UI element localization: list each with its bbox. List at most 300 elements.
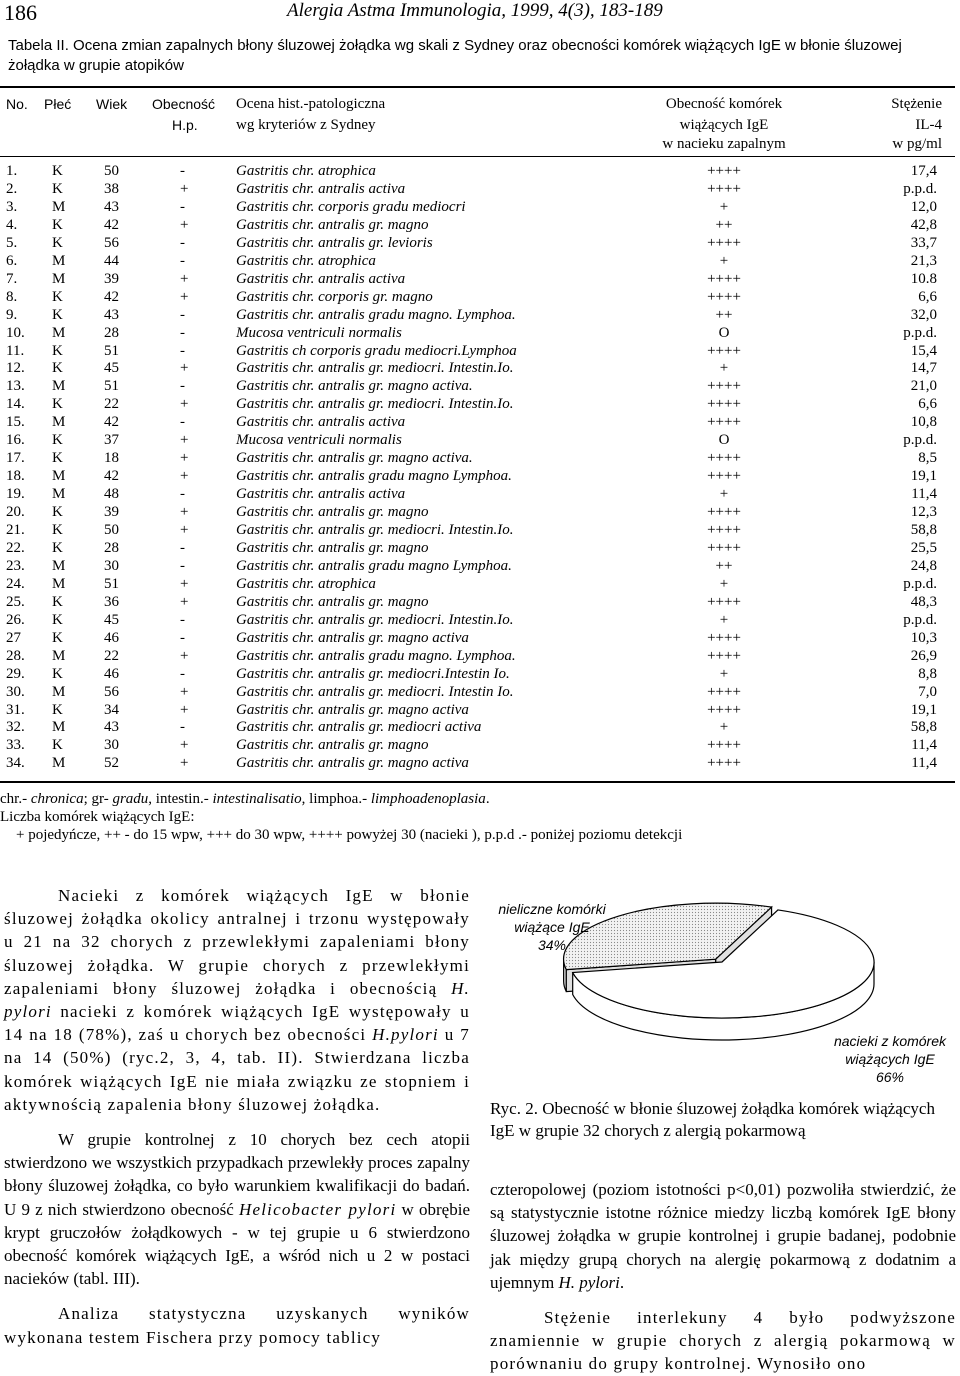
cell-diag: Gastritis chr. antralis gr. magno [236,593,429,610]
cell-diag: Gastritis chr. antralis activa [236,414,406,431]
cell-sex: K [52,432,63,449]
cell-no: 27 [6,629,21,646]
cell-il4: 11,4 [911,486,937,503]
cell-no: 22. [6,539,25,556]
cell-diag: Gastritis chr. antralis gr. mediocri. Intestin Io. [236,683,514,700]
header-diag-1: Ocena hist.-patologiczna [236,96,386,112]
cell-hp: - [180,306,185,323]
cell-ige: ++++ [707,180,741,197]
cell-ige: ++++ [707,683,741,700]
slice-label-large-2: wiążących IgE [845,1051,935,1067]
cell-sex: M [52,270,66,287]
table-row [0,324,955,342]
cell-diag: Gastritis chr. atrophica [236,252,376,269]
cell-age: 45 [104,611,119,628]
cell-no: 14. [6,396,25,413]
cell-no: 11. [6,342,25,359]
table-row [0,180,955,198]
right-column [490,1178,956,1376]
cell-diag: Gastritis chr. antralis gr. mediocri. Intestin.Io. [236,611,514,628]
table-row [0,557,955,575]
abbreviations-note: chr.- chronica; gr- gradu, intestin.- intestinalisatio, limphoa.- limphoadenoplasia. [0,791,490,807]
table-row [0,234,955,252]
slice-label-small-2: wiążące IgE [514,919,590,935]
cell-age: 22 [104,647,119,664]
header-sex: Płeć [44,96,72,112]
table-row [0,521,955,539]
cell-il4: 58,8 [910,719,937,736]
cell-age: 48 [104,486,119,503]
table-row [0,647,955,665]
cell-hp: + [180,432,189,449]
cell-diag: Mucosa ventriculi normalis [236,324,402,341]
cell-no: 33. [6,737,25,754]
cell-ige: ++++ [707,163,741,179]
cell-sex: M [52,683,66,700]
cell-sex: K [52,163,63,179]
pie-chart [490,896,956,1092]
cell-sex: K [52,180,63,197]
cell-ige: + [719,360,729,377]
cell-sex: K [52,342,63,359]
cell-diag: Gastritis chr. antralis activa [236,270,406,287]
cell-age: 44 [104,252,119,269]
cell-age: 42 [104,216,119,233]
cell-sex: K [52,234,63,251]
cell-ige: ++++ [707,701,741,718]
cell-hp: - [180,719,185,736]
cell-no: 13. [6,378,25,395]
cell-age: 51 [104,575,119,592]
cell-diag: Gastritis chr. antralis gr. magno [236,737,429,754]
cell-sex: M [52,414,66,431]
cell-age: 46 [104,629,119,646]
cell-il4: 19,1 [910,701,937,718]
header-no: No. [6,96,28,112]
cell-age: 22 [104,396,119,413]
cell-il4: p.p.d. [903,611,937,628]
table-row [0,342,955,360]
cell-sex: M [52,719,66,736]
cell-il4: 12,0 [910,198,937,215]
table-row [0,216,955,234]
figure-caption: Ryc. 2. Obecność w błonie śluzowej żołądka komórek wiążących IgE w grupie 32 chorych z alergią pokarmową [490,1099,935,1140]
cell-no: 32. [6,719,25,736]
cell-hp: - [180,611,185,628]
cell-ige: + [719,252,729,269]
cell-no: 24. [6,575,25,592]
cell-age: 50 [104,522,119,538]
table-row [0,198,955,216]
cell-diag: Gastritis chr. corporis gr. magno [236,288,433,305]
cell-hp: + [180,755,189,772]
table-row [0,629,955,647]
table-title: Tabela II. Ocena zmian zapalnych błony śluzowej żołądka wg skali z Sydney oraz obecności komórek wiążących IgE w błonie śluzowej żołądka w grupie atopików [8,37,902,74]
header-hp-1: Obecność [152,96,216,112]
cell-ige: + [719,575,729,592]
cell-sex: K [52,522,63,538]
cell-diag: Gastritis chr. antralis gr. magno activa [236,701,469,718]
cell-diag: Gastritis chr. antralis gr. magno activa [236,629,469,646]
cell-hp: - [180,557,185,574]
cell-age: 37 [104,432,119,449]
cell-sex: K [52,737,63,754]
cell-hp: + [180,450,189,467]
cell-sex: K [52,593,63,610]
cell-diag: Gastritis chr. antralis gr. magno [236,216,429,233]
table-row [0,718,955,736]
cell-no: 17. [6,450,25,467]
table-top-rule [0,86,955,88]
cell-il4: 8,5 [918,450,937,467]
cell-il4: 21,0 [910,378,937,395]
cell-sex: K [52,504,63,521]
cell-diag: Gastritis chr. atrophica [236,163,376,179]
cell-diag: Mucosa ventriculi normalis [236,432,402,449]
cell-hp: + [180,270,189,287]
table-row [0,467,955,485]
cell-ige: O [718,324,730,341]
cell-no: 19. [6,486,25,503]
paragraph-1: Nacieki z komórek wiążących IgE w błonie śluzowej żołądka okolicy antralnej i trzonu występowały u 21 na 32 chorych z przewlekłymi zapaleniami błony śluzowej żołądka. W grupie chorych z przewlekłymi zapaleniami błony śluzowej żołądka i obecnością H. pylori nacieki z komórek wiążących IgE występowały u 14 na 18 (78%), zaś u chorych bez obecności H.pylori u 7 na 14 (50%) (ryc.2, 3, 4, tab. II). Stwierdzana liczba komórek wiążących IgE nie miała związku ze stopniem i aktywnością zapalenia błony śluzowej żołądka. [4,886,470,1114]
table-row [0,503,955,521]
cell-diag: Gastritis chr. antralis gr. levioris [236,234,433,251]
cell-sex: K [52,629,63,646]
cell-diag: Gastritis chr. antralis gr. magno [236,539,429,556]
cell-diag: Gastritis chr. corporis gradu mediocri [236,198,466,215]
table-row [0,162,955,180]
page-number: 186 [4,0,37,25]
table-row [0,252,955,270]
table-row [0,306,955,324]
ige-count-legend-title: Liczba komórek wiążących IgE: [0,809,195,825]
cell-il4: p.p.d. [903,180,937,197]
ige-count-legend: + pojedyńcze, ++ - do 15 wpw, +++ do 30 wpw, ++++ powyżej 30 (nacieki ), p.p.d .- poniżej poziomu detekcji [16,827,683,843]
cell-hp: - [180,342,185,359]
cell-il4: 8,8 [918,665,937,682]
cell-no: 30. [6,683,25,700]
cell-no: 6. [6,252,18,269]
cell-ige: ++++ [707,414,741,431]
cell-hp: - [180,234,185,251]
cell-ige: ++++ [707,288,741,305]
cell-diag: Gastritis chr. antralis activa [236,180,406,197]
cell-diag: Gastritis chr. antralis gradu magno Lymphoa. [236,557,512,574]
table-row [0,736,955,754]
cell-no: 2. [6,180,18,197]
cell-hp: + [180,737,189,754]
table-row [0,270,955,288]
header-age: Wiek [96,96,128,112]
cell-age: 39 [104,504,119,521]
cell-no: 12. [6,360,25,377]
cell-il4: 10.8 [910,270,937,287]
cell-hp: + [180,701,189,718]
cell-hp: - [180,163,185,179]
cell-il4: 26,9 [910,647,937,664]
cell-hp: + [180,396,189,413]
table-row [0,431,955,449]
cell-il4: 11,4 [911,755,937,772]
cell-ige: + [719,611,729,628]
table-row [0,485,955,503]
cell-sex: K [52,450,63,467]
cell-age: 51 [104,378,119,395]
cell-hp: - [180,629,185,646]
cell-il4: 25,5 [910,539,937,556]
cell-ige: ++++ [707,522,741,538]
slice-label-small-1: nieliczne komórki [498,901,606,917]
cell-no: 34. [6,755,25,772]
cell-sex: K [52,665,63,682]
table-row [0,593,955,611]
cell-ige: ++++ [707,378,741,395]
cell-no: 9. [6,306,18,323]
cell-age: 45 [104,360,119,377]
table-row [0,359,955,377]
table-row [0,449,955,467]
cell-ige: ++++ [707,396,741,413]
cell-ige: ++++ [707,647,741,664]
table-notes [0,790,682,844]
cell-hp: + [180,360,189,377]
cell-hp: - [180,539,185,556]
cell-age: 43 [104,198,119,215]
cell-no: 31. [6,701,25,718]
cell-ige: ++ [715,216,733,233]
cell-no: 10. [6,324,25,341]
slice-label-large-pct: 66% [875,1069,905,1085]
cell-hp: + [180,575,189,592]
cell-sex: M [52,486,66,503]
cell-hp: - [180,414,185,431]
cell-no: 29. [6,665,25,682]
cell-il4: 7,0 [918,683,937,700]
paragraph-3: Analiza statystyczna uzyskanych wyników wykonana testem Fischera przy pomocy tablicy [4,1304,470,1347]
cell-hp: + [180,468,189,485]
cell-diag: Gastritis chr. antralis gr. magno activa [236,755,469,772]
cell-age: 28 [104,539,119,556]
cell-no: 5. [6,234,18,251]
cell-hp: + [180,647,189,664]
cell-il4: 15,4 [910,342,937,359]
cell-ige: ++++ [707,755,741,772]
cell-age: 50 [104,163,119,179]
cell-ige: ++++ [707,342,741,359]
cell-il4: 58,8 [910,522,937,538]
cell-ige: ++++ [707,504,741,521]
cell-sex: M [52,378,66,395]
cell-hp: + [180,288,189,305]
table-row [0,288,955,306]
cell-diag: Gastritis chr. antralis gr. mediocri activa [236,719,482,736]
cell-ige: ++++ [707,629,741,646]
cell-hp: - [180,665,185,682]
cell-ige: ++++ [707,468,741,485]
cell-diag: Gastritis chr. antralis gradu magno. Lymphoa. [236,306,516,323]
cell-sex: M [52,647,66,664]
table-row [0,575,955,593]
cell-diag: Gastritis ch corporis gradu mediocri.Lymphoa [236,342,517,359]
slice-label-small-pct: 34% [537,937,567,953]
cell-sex: K [52,216,63,233]
header-il-3: w pg/ml [892,136,942,152]
cell-hp: + [180,180,189,197]
cell-no: 21. [6,522,25,538]
cell-hp: + [180,593,189,610]
cell-il4: 21,3 [910,252,937,269]
table-row [0,611,955,629]
table-row [0,395,955,413]
cell-age: 30 [104,737,119,754]
cell-ige: O [718,432,730,449]
cell-no: 7. [6,270,18,287]
cell-diag: Gastritis chr. antralis gr. magno activa. [236,378,473,395]
cell-hp: + [180,504,189,521]
cell-age: 28 [104,324,119,341]
cell-age: 42 [104,468,119,485]
cell-age: 51 [104,342,119,359]
cell-ige: ++++ [707,539,741,556]
paragraph-5: Stężenie interlekuny 4 było podwyższone znamiennie w grupie chorych z alergią pokarmową w porównaniu do grupy kontrolnej. Wynosiło ono [490,1308,956,1374]
cell-il4: 24,8 [910,557,937,574]
table-bottom-rule [0,781,955,783]
table-row [0,683,955,701]
cell-il4: p.p.d. [903,575,937,592]
cell-hp: - [180,378,185,395]
cell-no: 4. [6,216,18,233]
cell-ige: + [719,719,729,736]
cell-hp: - [180,198,185,215]
cell-il4: 10,3 [910,629,937,646]
cell-diag: Gastritis chr. antralis gr. mediocri. Intestin.Io. [236,522,514,538]
cell-ige: ++++ [707,450,741,467]
table-row [0,665,955,683]
cell-diag: Gastritis chr. antralis activa [236,486,406,503]
cell-sex: M [52,755,66,772]
cell-sex: K [52,611,63,628]
header-ige-3: w nacieku zapalnym [662,136,786,152]
cell-ige: ++++ [707,593,741,610]
cell-hp: + [180,683,189,700]
cell-il4: 6,6 [918,288,937,305]
cell-ige: ++ [715,306,733,323]
cell-age: 56 [104,234,119,251]
cell-hp: - [180,324,185,341]
cell-sex: K [52,360,63,377]
cell-no: 16. [6,432,25,449]
cell-diag: Gastritis chr. antralis gr. magno [236,504,429,521]
cell-diag: Gastritis chr. antralis gradu magno Lymphoa. [236,468,512,485]
cell-sex: M [52,468,66,485]
cell-sex: K [52,396,63,413]
cell-ige: + [719,665,729,682]
cell-age: 43 [104,306,119,323]
table-row [0,754,955,772]
cell-sex: K [52,288,63,305]
cell-il4: 33,7 [910,234,937,251]
cell-ige: ++++ [707,270,741,287]
header-hp-2: H.p. [172,117,198,133]
cell-il4: 11,4 [911,737,937,754]
cell-ige: ++ [715,557,733,574]
table-row [0,377,955,395]
cell-il4: 19,1 [910,468,937,485]
cell-age: 42 [104,414,119,431]
cell-ige: + [719,198,729,215]
cell-ige: ++++ [707,234,741,251]
cell-il4: 17,4 [910,163,937,179]
cell-age: 36 [104,593,119,610]
journal-header: Alergia Astma Immunologia, 1999, 4(3), 183-189 [287,0,663,21]
paragraph-2: W grupie kontrolnej z 10 chorych bez cech atopii stwierdzono we wszystkich przypadkach przewlekły proces zapalny błony śluzowej żołądka, co było warunkiem kwalifikacji do badań. U 9 z nich stwierdzono obecność Helicobacter pylori w obrębie krypt gruczołów żołądkowych - w tej grupie u 6 stwierdzono obecność komórek wiążących IgE, a wśród nich u 2 w postaci nacieków (tabl. III). [4,1130,470,1289]
table-row [0,413,955,431]
cell-ige: ++++ [707,737,741,754]
table-header-rule [0,156,955,157]
cell-hp: - [180,486,185,503]
cell-diag: Gastritis chr. antralis gr. mediocri.Intestin Io. [236,665,510,682]
cell-il4: 6,6 [918,396,937,413]
cell-age: 56 [104,683,119,700]
header-ige-1: Obecność komórek [665,96,783,112]
cell-il4: 12,3 [910,504,937,521]
header-ige-2: wiążących IgE [679,117,769,133]
cell-diag: Gastritis chr. antralis gradu magno. Lymphoa. [236,647,516,664]
cell-diag: Gastritis chr. antralis gr. mediocri. Intestin.Io. [236,396,514,413]
cell-age: 18 [104,450,119,467]
cell-sex: M [52,252,66,269]
cell-diag: Gastritis chr. antralis gr. mediocri. Intestin.Io. [236,360,514,377]
cell-diag: Gastritis chr. antralis gr. magno activa. [236,450,473,467]
cell-il4: 32,0 [910,306,937,323]
cell-age: 30 [104,557,119,574]
cell-no: 18. [6,468,25,485]
table-row [0,701,955,719]
cell-sex: M [52,324,66,341]
cell-age: 46 [104,665,119,682]
cell-age: 42 [104,288,119,305]
cell-age: 38 [104,180,119,197]
cell-no: 26. [6,611,25,628]
header-il-1: Stężenie [891,96,942,112]
cell-il4: 42,8 [910,216,937,233]
cell-no: 25. [6,593,25,610]
header-il-2: IL-4 [915,117,942,133]
table-row [0,539,955,557]
cell-hp: - [180,252,185,269]
cell-age: 43 [104,719,119,736]
cell-age: 52 [104,755,119,772]
cell-sex: K [52,701,63,718]
cell-no: 28. [6,647,25,664]
cell-il4: p.p.d. [903,432,937,449]
cell-no: 3. [6,198,18,215]
cell-il4: 14,7 [910,360,937,377]
cell-hp: + [180,216,189,233]
cell-age: 39 [104,270,119,287]
cell-sex: K [52,306,63,323]
cell-no: 23. [6,557,25,574]
cell-no: 20. [6,504,25,521]
cell-no: 15. [6,414,25,431]
cell-hp: + [180,522,189,538]
cell-sex: K [52,539,63,556]
cell-il4: 10,8 [910,414,937,431]
cell-ige: + [719,486,729,503]
cell-age: 34 [104,701,119,718]
cell-sex: M [52,575,66,592]
slice-label-large-1: nacieki z komórek [833,1033,947,1049]
